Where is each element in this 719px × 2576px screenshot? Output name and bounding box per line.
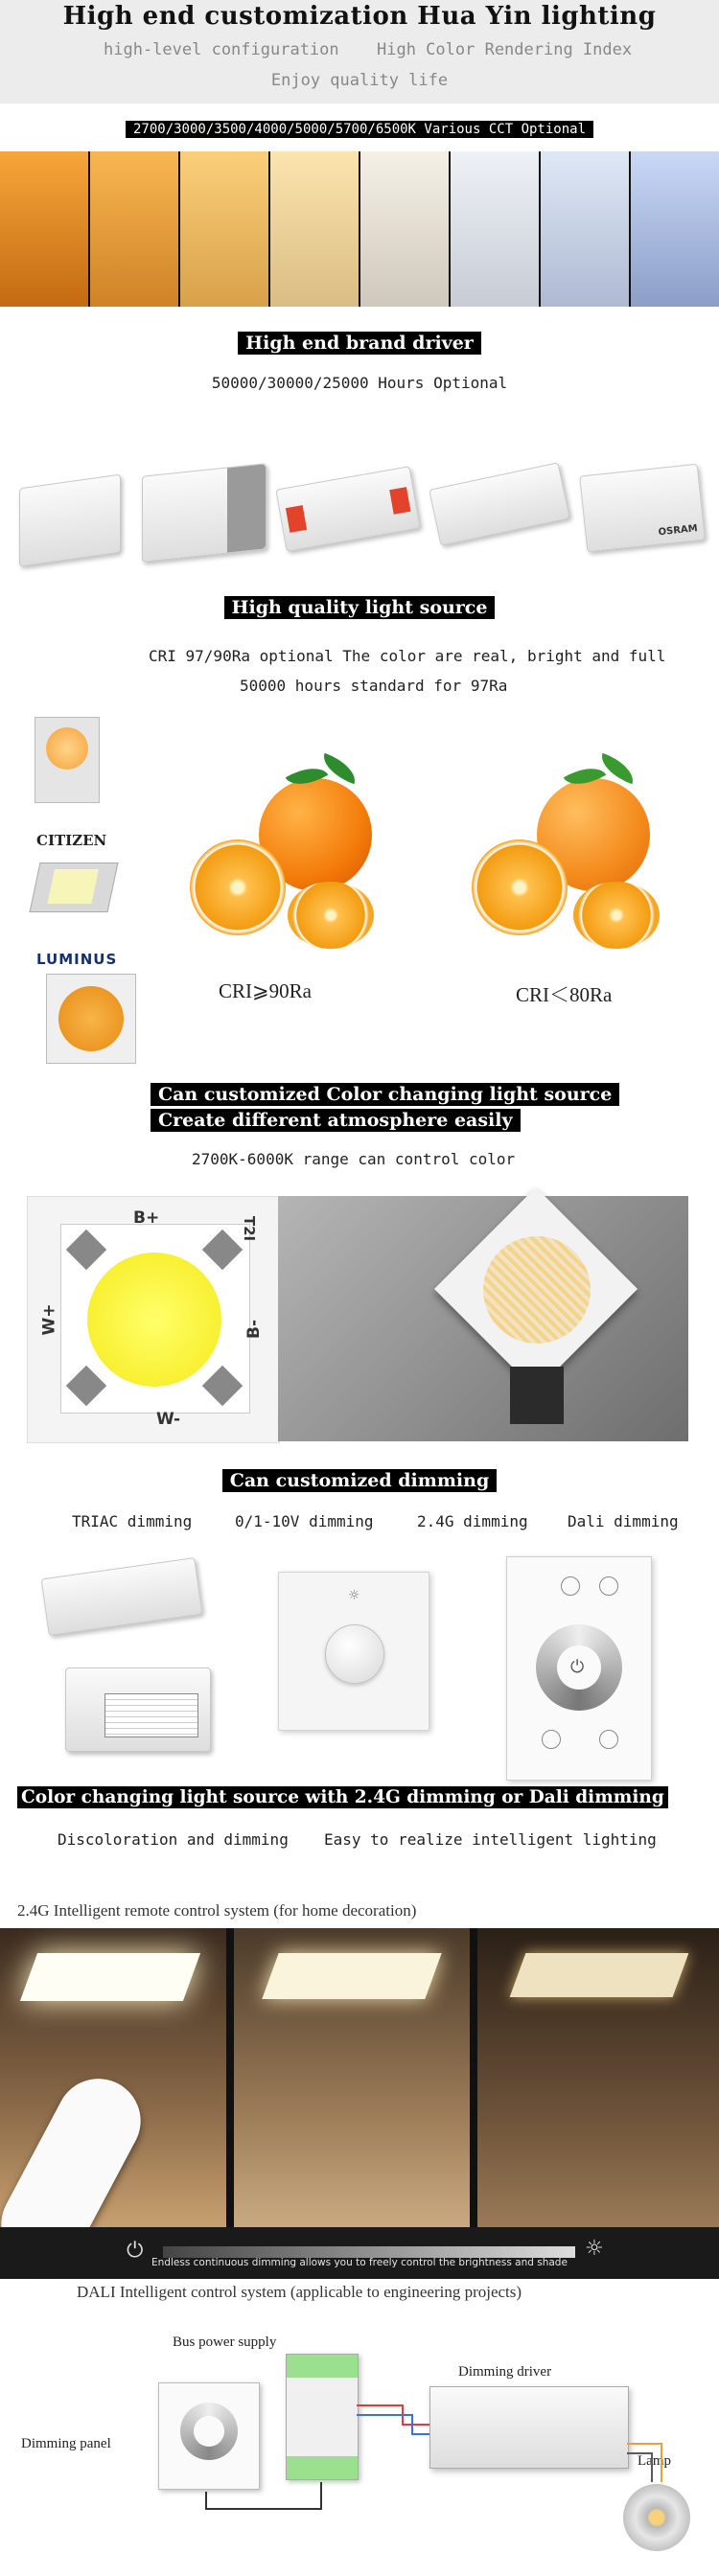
dimming-option-dali: Dali dimming <box>568 1512 679 1530</box>
cct-swatch-6500 <box>541 151 631 307</box>
cct-swatch-3500 <box>180 151 270 307</box>
bus-power-label: Bus power supply <box>173 2334 277 2350</box>
remote-system-photo <box>0 1928 719 2279</box>
driver-photo-1 <box>19 474 121 567</box>
power-icon: ⏻ <box>570 1657 585 1677</box>
smart-heading: Color changing light source with 2.4G dimming or Dali dimming <box>17 1786 668 1808</box>
osram-label: OSRAM <box>658 523 699 539</box>
luminus-brand: LUMINUS <box>36 951 118 968</box>
driver-heading: High end brand driver <box>238 332 481 355</box>
header-tagline: Enjoy quality life <box>270 71 449 90</box>
chip-pad-b-plus: B+ <box>133 1208 160 1228</box>
dimming-slider-bar <box>0 2227 719 2279</box>
wire <box>627 2453 652 2482</box>
ceiling-lamp-3 <box>510 1953 689 1997</box>
cob-chip-2-emitter <box>47 869 99 904</box>
cct-banner-wrap <box>0 119 719 138</box>
sun-icon: ☼ <box>348 1588 360 1603</box>
cob-chip-2 <box>29 862 118 912</box>
light-source-heading: High quality light source <box>224 596 496 619</box>
cct-swatch-2700 <box>0 151 90 307</box>
citizen-brand: CITIZEN <box>36 832 107 849</box>
header-subtitle-right: High Color Rendering Index <box>377 40 633 59</box>
remote-caption: Endless continuous dimming allows you to freely control the brightness and shade <box>151 2257 568 2268</box>
chip-pad-w-plus: W+ <box>39 1303 59 1336</box>
wire <box>206 2482 321 2509</box>
cri-high-label: CRI⩾90Ra <box>219 979 312 1002</box>
driver-2-cap <box>227 464 266 552</box>
driver-label-table <box>104 1693 198 1737</box>
dali-wiring <box>0 2338 719 2576</box>
cri-low-label: CRI＜80Ra <box>516 983 613 1006</box>
dimming-option-010v: 0/1-10V dimming <box>235 1512 374 1530</box>
rotary-dimmer-panel <box>278 1572 429 1731</box>
ceiling-lamp-2 <box>262 1953 441 1999</box>
smart-line-right: Easy to realize intelligent lighting <box>324 1830 657 1849</box>
zone-button <box>561 1576 580 1596</box>
page-title: High end customization Hua Yin lighting <box>62 2 657 31</box>
dimming-driver-label: Dimming driver <box>458 2364 552 2380</box>
dali-title: DALI Intelligent control system (applicable to engineering projects) <box>77 2283 522 2301</box>
cct-strip <box>0 151 719 307</box>
chip-pad-t2: T2I <box>241 1215 259 1242</box>
color-changing-range: 2700K-6000K range can control color <box>192 1150 516 1168</box>
chip-photo-emitter <box>483 1236 591 1344</box>
driver-photo-3 <box>275 466 420 552</box>
sun-icon: ☼ <box>585 2237 604 2261</box>
driver-3-terminal <box>389 487 410 515</box>
cct-swatch-3000 <box>90 151 180 307</box>
cct-swatch-4000 <box>270 151 360 307</box>
chip-pad-b-minus: B- <box>244 1319 265 1340</box>
cob-chip-3 <box>46 974 136 1064</box>
dimmable-driver-photo <box>65 1668 211 1752</box>
touch-dimmer-panel <box>506 1556 652 1781</box>
light-source-heading-wrap <box>0 596 719 619</box>
dimming-heading: Can customized dimming <box>222 1469 498 1492</box>
light-source-line1: CRI 97/90Ra optional The color are real, bright and full <box>149 647 666 665</box>
orange-half-high-1 <box>190 840 286 935</box>
power-icon: ⏻ <box>127 2239 144 2263</box>
light-source-line2: 50000 hours standard for 97Ra <box>240 677 508 695</box>
triac-driver-photo <box>41 1557 203 1636</box>
orange-half-low-2 <box>573 882 660 949</box>
zone-button <box>599 1730 618 1749</box>
driver-3-terminal <box>286 505 307 533</box>
smart-heading-wrap <box>17 1786 668 1808</box>
color-changing-heading-1: Can customized Color changing light source <box>151 1083 619 1106</box>
color-changing-chip-photo <box>278 1196 688 1441</box>
cct-swatch-5000 <box>360 151 451 307</box>
ceiling-lamp-1 <box>20 1953 200 2001</box>
orange-half-low-1 <box>472 840 568 935</box>
driver-photo-5 <box>579 464 706 553</box>
driver-hours: 50000/30000/25000 Hours Optional <box>211 374 508 392</box>
color-changing-heading-2-wrap <box>151 1109 521 1132</box>
orange-half-high-2 <box>288 882 374 949</box>
cob-chip-1-emitter <box>46 727 88 770</box>
header-subtitle-left: high-level configuration <box>104 40 339 59</box>
dimming-option-24g: 2.4G dimming <box>417 1512 528 1530</box>
remote-system-title: 2.4G Intelligent remote control system (for home decoration) <box>17 1901 417 1920</box>
driver-photo-2 <box>142 463 267 563</box>
chip-pad-w-minus: W- <box>156 1410 181 1429</box>
smart-line-left: Discoloration and dimming <box>58 1830 289 1849</box>
cob-chip-3-emitter <box>58 986 124 1051</box>
color-changing-heading-1-wrap <box>151 1083 619 1106</box>
cct-banner: 2700/3000/3500/4000/5000/5700/6500K Various CCT Optional <box>126 121 593 138</box>
chip-emitter-yellow <box>87 1253 221 1387</box>
wire <box>627 2444 661 2482</box>
driver-photo-4 <box>429 462 569 545</box>
chip-photo-base <box>510 1367 564 1424</box>
color-changing-chip-diagram <box>27 1196 280 1443</box>
cct-swatch-cool <box>631 151 719 307</box>
zone-button <box>542 1730 561 1749</box>
zone-button <box>599 1576 618 1596</box>
cct-swatch-5700 <box>451 151 541 307</box>
dimming-option-triac: TRIAC dimming <box>72 1512 193 1530</box>
rotary-knob <box>325 1624 384 1684</box>
lamp-label: Lamp <box>638 2453 671 2469</box>
driver-heading-wrap <box>0 332 719 355</box>
cob-chip-1 <box>35 717 100 803</box>
dimming-heading-wrap <box>0 1469 719 1492</box>
color-changing-heading-2: Create different atmosphere easily <box>151 1109 521 1132</box>
dimming-panel-label: Dimming panel <box>21 2436 111 2451</box>
